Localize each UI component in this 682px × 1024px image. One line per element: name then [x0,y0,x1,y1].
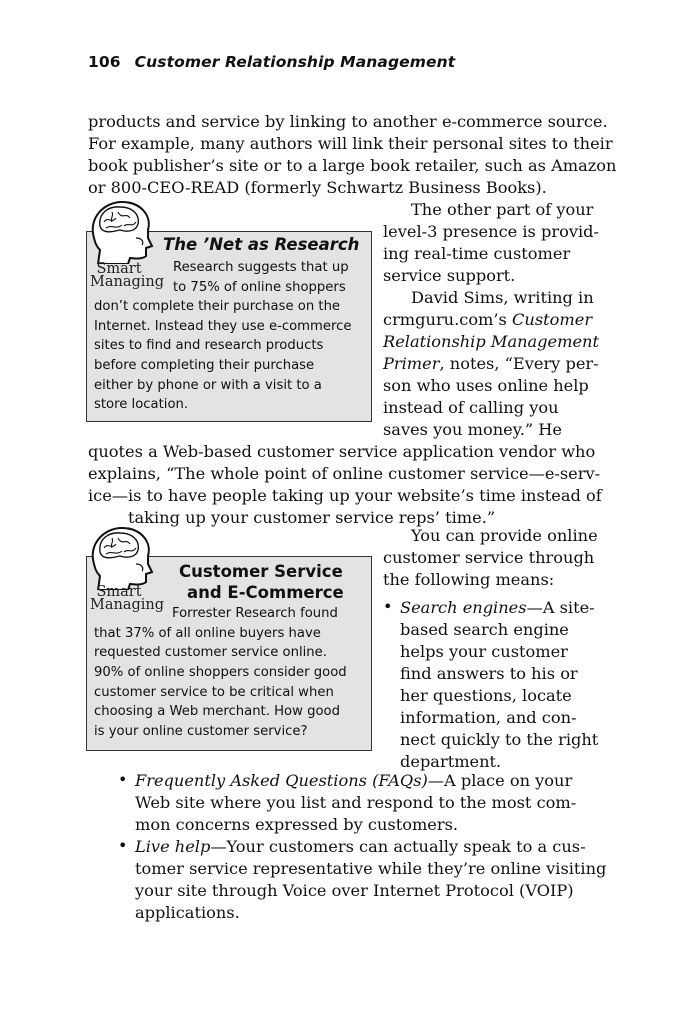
body-line: find answers to his or [400,664,578,683]
sidebar-title: Customer Service [179,562,343,581]
smart-managing-label [90,261,165,290]
brain-head-icon [86,198,156,264]
sidebar-line: to 75% of online shoppers [173,280,346,295]
body-line: level-3 presence is provid- [383,222,599,241]
label-smart: Smart [96,261,142,277]
body-line: You can provide online [411,526,598,545]
sidebar-line: is your online customer service? [94,724,308,739]
body-line: products and service by linking to another e-commerce source. [88,112,608,131]
bullet-dot: • [118,836,128,855]
sidebar-line: store location. [94,397,189,412]
body-line: department. [400,752,502,771]
sidebar-line: before completing their purchase [94,358,315,373]
body-line: information, and con- [400,708,577,727]
sidebar-line: Forrester Research found [172,606,338,621]
body-line: ing real-time customer [383,244,571,263]
label-managing: Managing [90,274,165,290]
body-line [135,770,572,792]
body-line [383,353,599,375]
body-line: mon concerns expressed by customers. [135,815,459,834]
body-line: instead of calling you [383,398,559,417]
sidebar-line: that 37% of all online buyers have [94,626,321,641]
page-number: 106 [88,53,121,71]
body-line: service support. [383,266,516,285]
body-line: saves you money.” He [383,420,562,439]
body-line: the following means: [383,570,555,589]
body-line: book publisher’s site or to a large book retailer, such as Amazon [88,156,617,175]
body-line: quotes a Web-based customer service application vendor who [88,442,596,461]
body-line: customer service through [383,548,595,567]
sidebar-line: sites to find and research products [94,338,324,353]
body-line: Relationship Management [383,332,599,351]
bullet-term: Live help [135,837,211,856]
body-line: Web site where you list and respond to the most com- [135,793,577,812]
body-line: or 800-CEO-READ (formerly Schwartz Business Books). [88,178,547,197]
book-title-run: Primer [383,354,440,373]
sidebar-line: Internet. Instead they use e-commerce [94,319,352,334]
brain-head-icon [86,524,156,590]
sidebar-line: 90% of online shoppers consider good [94,665,347,680]
sidebar-line: either by phone or with a visit to a [94,378,322,393]
body-line: nect quickly to the right [400,730,599,749]
body-line: son who uses online help [383,376,589,395]
body-line: helps your customer [400,642,568,661]
body-line [383,309,592,331]
label-smart: Smart [96,584,142,600]
body-line: David Sims, writing in [411,288,594,307]
text-run: crmguru.com’s [383,310,513,329]
body-line [400,597,595,619]
sidebar-line: don’t complete their purchase on the [94,299,341,314]
body-line: For example, many authors will link their personal sites to their [88,134,613,153]
body-line: tomer service representative while they’re online visiting [135,859,607,878]
body-line: ice—is to have people taking up your website’s time instead of [88,486,602,505]
body-line: her questions, locate [400,686,572,705]
body-line: your site through Voice over Internet Protocol (VOIP) [135,881,574,900]
body-line: The other part of your [411,200,594,219]
body-line: based search engine [400,620,569,639]
text-run: —Your customers can actually speak to a cus- [210,837,586,856]
sidebar-line: Research suggests that up [173,260,349,275]
running-header [88,53,455,71]
sidebar-title: The ’Net as Research [163,235,360,254]
body-line: explains, “The whole point of online customer service—e-serv- [88,464,601,483]
smart-managing-label [90,584,165,613]
text-run: , notes, “Every per- [439,354,599,373]
sidebar-line: customer service to be critical when [94,685,334,700]
bullet-dot: • [383,597,393,616]
sidebar-title: and E-Commerce [187,583,344,602]
running-title: Customer Relationship Management [134,53,456,71]
book-title-run: Customer [512,310,593,329]
bullet-term: Search engines [400,598,527,617]
bullet-dot: • [118,770,128,789]
bullet-term: Frequently Asked Questions (FAQs) [135,771,428,790]
body-line: taking up your customer service reps’ time.” [128,508,496,527]
body-line [135,836,586,858]
sidebar-line: choosing a Web merchant. How good [94,704,340,719]
label-managing: Managing [90,597,165,613]
sidebar-line: requested customer service online. [94,645,327,660]
body-line: applications. [135,903,240,922]
text-run: —A site- [526,598,595,617]
text-run: —A place on your [427,771,573,790]
